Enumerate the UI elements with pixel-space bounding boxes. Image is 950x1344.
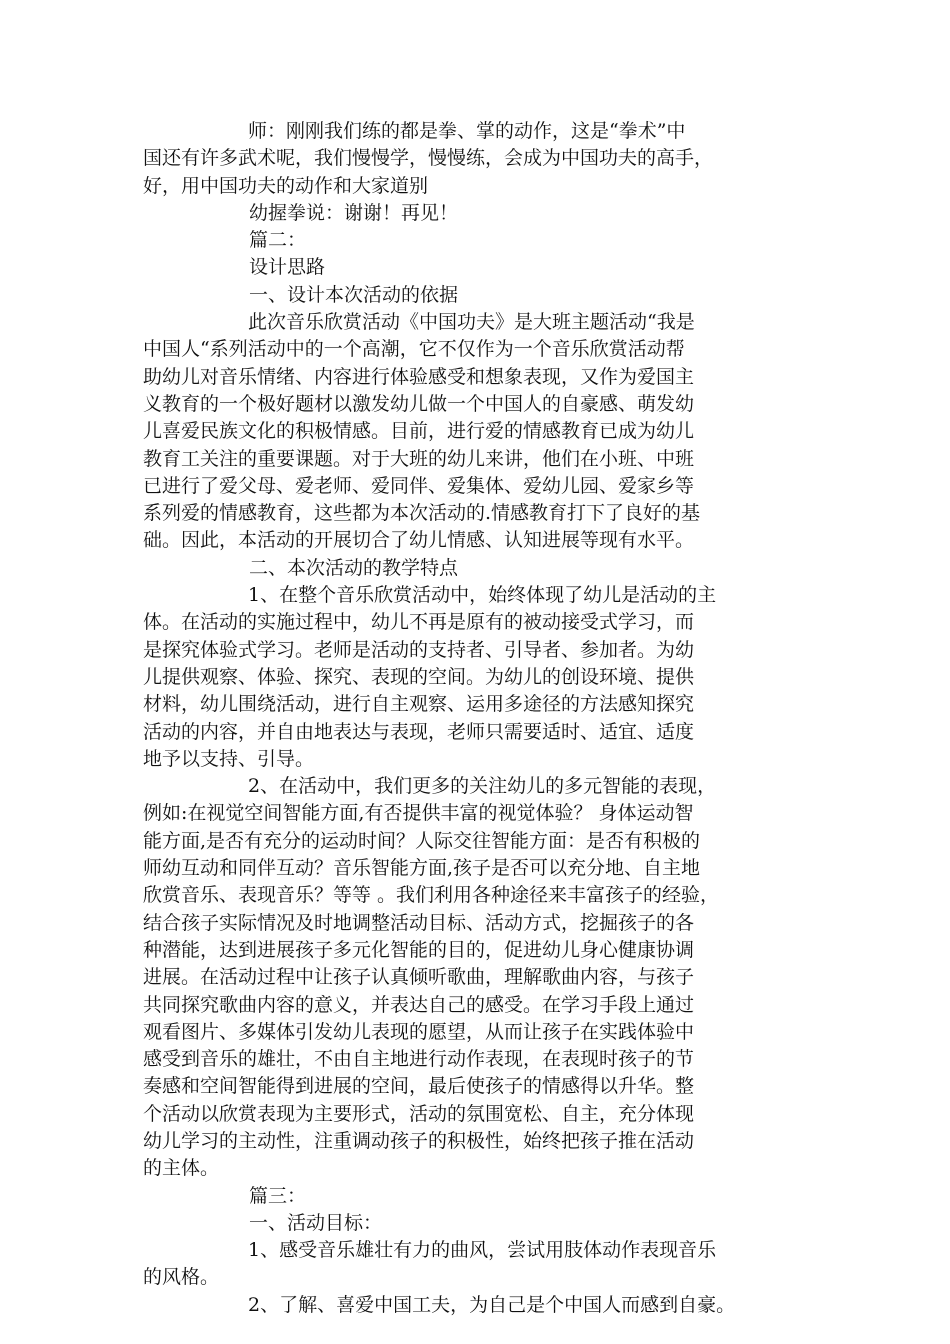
text-line: 此次音乐欣赏活动《中国功夫》是大班主题活动“我是 bbox=[248, 311, 695, 334]
text-line: 感受到音乐的雄壮，不由自主地进行动作表现，在表现时孩子的节 bbox=[143, 1048, 695, 1071]
text-line: 1、感受音乐雄壮有力的曲风，尝试用肢体动作表现音乐 bbox=[248, 1239, 717, 1262]
text-line: 材料，幼儿围绕活动，进行自主观察、运用多途径的方法感知探究 bbox=[143, 693, 695, 716]
text-line: 的风格。 bbox=[143, 1266, 220, 1289]
text-line: 教育工关注的重要课题。对于大班的幼儿来讲，他们在小班、中班 bbox=[143, 447, 695, 470]
text-line: 2、在活动中，我们更多的关注幼儿的多元智能的表现， bbox=[248, 775, 717, 798]
text-line: 义教育的一个极好题材以激发幼儿做一个中国人的自豪感、萌发幼 bbox=[143, 392, 695, 415]
document-body bbox=[143, 118, 808, 1319]
text-line: 儿提供观察、体验、探究、表现的空间。为幼儿的创设环境、提供 bbox=[143, 665, 695, 688]
text-line: 活动的内容，并自由地表达与表现，老师只需要适时、适宜、适度 bbox=[143, 720, 695, 743]
subheading: 一、活动目标： bbox=[249, 1211, 383, 1234]
text-line: 欣赏音乐、表现音乐？等等 。我们利用各种途径来丰富孩子的经验， bbox=[143, 884, 720, 907]
text-line: 师：刚刚我们练的都是拳、掌的动作，这是“拳术”中 bbox=[248, 120, 686, 142]
text-line: 2、了解、喜爱中国工夫，为自己是个中国人而感到自豪。 bbox=[248, 1293, 736, 1316]
text-line: 例如:在视觉空间智能方面,有否提供丰富的视觉体验？ 身体运动智 bbox=[143, 802, 694, 825]
text-line: 国还有许多武术呢，我们慢慢学，慢慢练，会成为中国功夫的高手， bbox=[143, 147, 714, 170]
text-line: 奏感和空间智能得到进展的空间，最后使孩子的情感得以升华。整 bbox=[143, 1075, 695, 1098]
text-line: 观看图片、多媒体引发幼儿表现的愿望，从而让孩子在实践体验中 bbox=[143, 1020, 695, 1043]
text-line: 础。因此，本活动的开展切合了幼儿情感、认知进展等现有水平。 bbox=[143, 529, 695, 552]
text-line: 的主体。 bbox=[143, 1157, 220, 1180]
text-line: 1、在整个音乐欣赏活动中，始终体现了幼儿是活动的主 bbox=[248, 584, 717, 607]
text-line: 是探究体验式学习。老师是活动的支持者、引导者、参加者。为幼 bbox=[143, 638, 695, 661]
section-heading: 篇三： bbox=[249, 1184, 307, 1207]
subheading: 二、本次活动的教学特点 bbox=[249, 556, 459, 579]
text-line: 体。在活动的实施过程中，幼儿不再是原有的被动接受式学习，而 bbox=[143, 611, 695, 634]
text-line: 共同探究歌曲内容的意义，并表达自己的感受。在学习手段上通过 bbox=[143, 993, 695, 1016]
text-line: 种潜能，达到进展孩子多元化智能的目的，促进幼儿身心健康协调 bbox=[143, 938, 695, 961]
text-line: 能方面,是否有充分的运动时间？人际交往智能方面：是否有积极的 bbox=[143, 829, 701, 852]
subheading: 一、设计本次活动的依据 bbox=[249, 283, 459, 306]
text-line: 好，用中国功夫的动作和大家道别 bbox=[143, 174, 429, 197]
text-line: 结合孩子实际情况及时地调整活动目标、活动方式，挖掘孩子的各 bbox=[143, 911, 695, 934]
text-line: 地予以支持、引导。 bbox=[143, 747, 315, 770]
text-line: 儿喜爱民族文化的积极情感。目前，进行爱的情感教育已成为幼儿 bbox=[143, 420, 695, 443]
text-line: 已进行了爱父母、爱老师、爱同伴、爱集体、爱幼儿园、爱家乡等 bbox=[143, 474, 695, 497]
section-heading: 篇二： bbox=[249, 229, 307, 252]
text-line: 个活动以欣赏表现为主要形式，活动的氛围宽松、自主，充分体现 bbox=[143, 1102, 695, 1125]
text-line: 系列爱的情感教育，这些都为本次活动的.情感教育打下了良好的基 bbox=[143, 502, 701, 525]
subheading: 设计思路 bbox=[249, 256, 326, 279]
text-line: 中国人“系列活动中的一个高潮，它不仅作为一个音乐欣赏活动帮 bbox=[143, 338, 685, 361]
text-line: 幼儿学习的主动性，注重调动孩子的积极性，始终把孩子推在活动 bbox=[143, 1129, 695, 1152]
text-line: 助幼儿对音乐情绪、内容进行体验感受和想象表现，又作为爱国主 bbox=[143, 365, 695, 388]
text-line: 幼握拳说：谢谢！再见！ bbox=[249, 201, 459, 224]
text-line: 进展。在活动过程中让孩子认真倾听歌曲，理解歌曲内容，与孩子 bbox=[143, 966, 695, 989]
text-line: 师幼互动和同伴互动？音乐智能方面,孩子是否可以充分地、自主地 bbox=[143, 857, 701, 880]
